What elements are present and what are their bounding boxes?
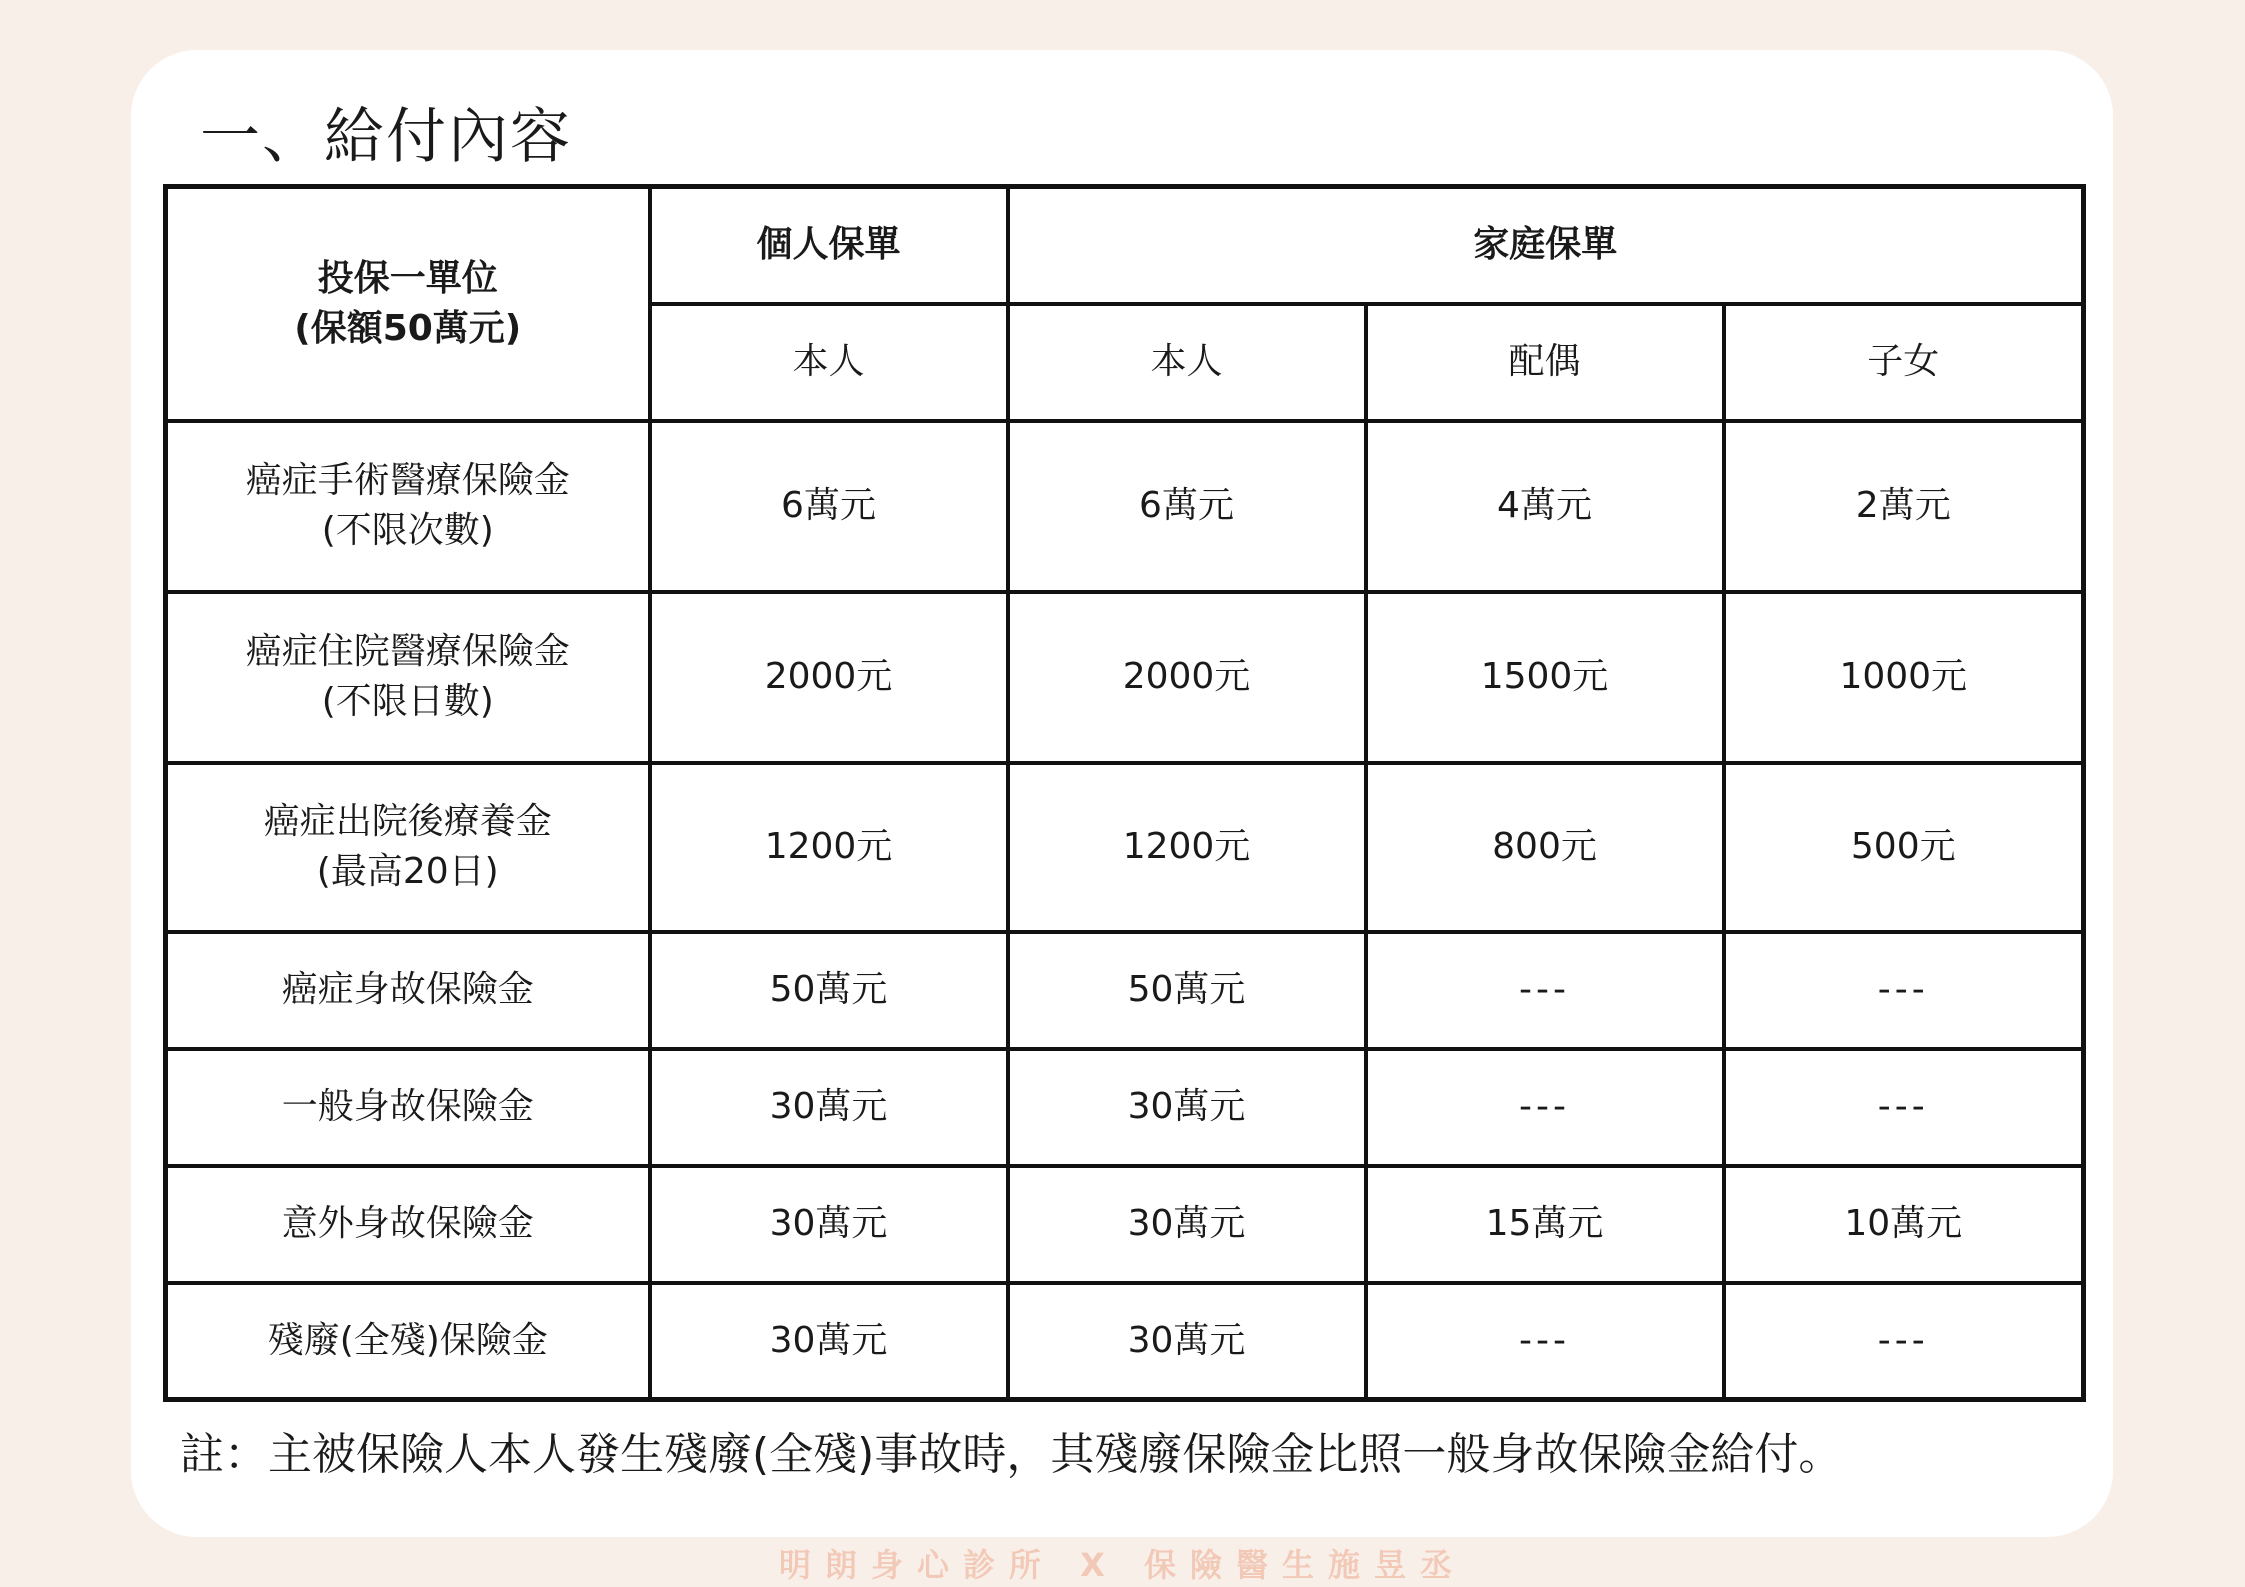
row-label-line2: (不限日數) xyxy=(321,681,494,722)
table-cell: 2萬元 xyxy=(1724,421,2084,592)
table-row xyxy=(166,421,2084,592)
table-cell: 30萬元 xyxy=(650,1166,1008,1283)
benefits-table xyxy=(163,184,2086,1402)
table-cell: --- xyxy=(1724,932,2084,1049)
table-cell: 1500元 xyxy=(1366,592,1724,763)
table-cell: --- xyxy=(1366,1283,1724,1400)
table-row xyxy=(166,1166,2084,1283)
table-cell: 1000元 xyxy=(1724,592,2084,763)
row-label-line2: (最高20日) xyxy=(316,851,499,892)
table-cell: --- xyxy=(1724,1283,2084,1400)
row-label: 一般身故保險金 xyxy=(166,1049,650,1166)
group-header-personal: 個人保單 xyxy=(650,187,1008,304)
row-label xyxy=(166,763,650,932)
table-cell: 1200元 xyxy=(1008,763,1366,932)
sub-header-personal-self: 本人 xyxy=(650,304,1008,421)
table-cell: 50萬元 xyxy=(650,932,1008,1049)
footnote: 註：主被保險人本人發生殘廢(全殘)事故時，其殘廢保險金比照一般身故保險金給付。 xyxy=(180,1429,1843,1480)
corner-header-line1: 投保一單位 xyxy=(317,257,498,299)
table-cell: 1200元 xyxy=(650,763,1008,932)
table-row xyxy=(166,763,2084,932)
table-cell: 2000元 xyxy=(1008,592,1366,763)
row-label xyxy=(166,592,650,763)
table-cell: --- xyxy=(1366,1049,1724,1166)
sub-header-family-children: 子女 xyxy=(1724,304,2084,421)
row-label-line2: (不限次數) xyxy=(321,510,494,551)
row-label xyxy=(166,421,650,592)
table-cell: 10萬元 xyxy=(1724,1166,2084,1283)
table-cell: 500元 xyxy=(1724,763,2084,932)
row-label: 意外身故保險金 xyxy=(166,1166,650,1283)
table-cell: 6萬元 xyxy=(650,421,1008,592)
group-header-family: 家庭保單 xyxy=(1008,187,2084,304)
table-cell: 30萬元 xyxy=(1008,1166,1366,1283)
table-cell: 15萬元 xyxy=(1366,1166,1724,1283)
table-cell: 800元 xyxy=(1366,763,1724,932)
table-cell: 30萬元 xyxy=(1008,1283,1366,1400)
table-cell: 4萬元 xyxy=(1366,421,1724,592)
table-cell: --- xyxy=(1724,1049,2084,1166)
table-cell: 50萬元 xyxy=(1008,932,1366,1049)
table-cell: 2000元 xyxy=(650,592,1008,763)
table-row xyxy=(166,592,2084,763)
sub-header-family-spouse: 配偶 xyxy=(1366,304,1724,421)
table-cell: --- xyxy=(1366,932,1724,1049)
page-title: 一、給付內容 xyxy=(200,102,572,172)
table-cell: 30萬元 xyxy=(650,1049,1008,1166)
corner-header xyxy=(166,187,650,421)
row-label-line1: 癌症出院後療養金 xyxy=(263,801,552,842)
sub-header-family-self: 本人 xyxy=(1008,304,1366,421)
footer-credit: 明朗身心診所 X 保險醫生施昱丞 xyxy=(779,1546,1466,1584)
row-label: 癌症身故保險金 xyxy=(166,932,650,1049)
table-row xyxy=(166,1283,2084,1400)
corner-header-line2: (保額50萬元) xyxy=(294,307,522,349)
table-row xyxy=(166,1049,2084,1166)
table-cell: 6萬元 xyxy=(1008,421,1366,592)
row-label-line1: 癌症住院醫療保險金 xyxy=(245,631,570,672)
row-label-line1: 癌症手術醫療保險金 xyxy=(245,460,570,501)
row-label: 殘廢(全殘)保險金 xyxy=(166,1283,650,1400)
table-cell: 30萬元 xyxy=(1008,1049,1366,1166)
header-row-groups xyxy=(166,187,2084,304)
table-cell: 30萬元 xyxy=(650,1283,1008,1400)
table-row xyxy=(166,932,2084,1049)
